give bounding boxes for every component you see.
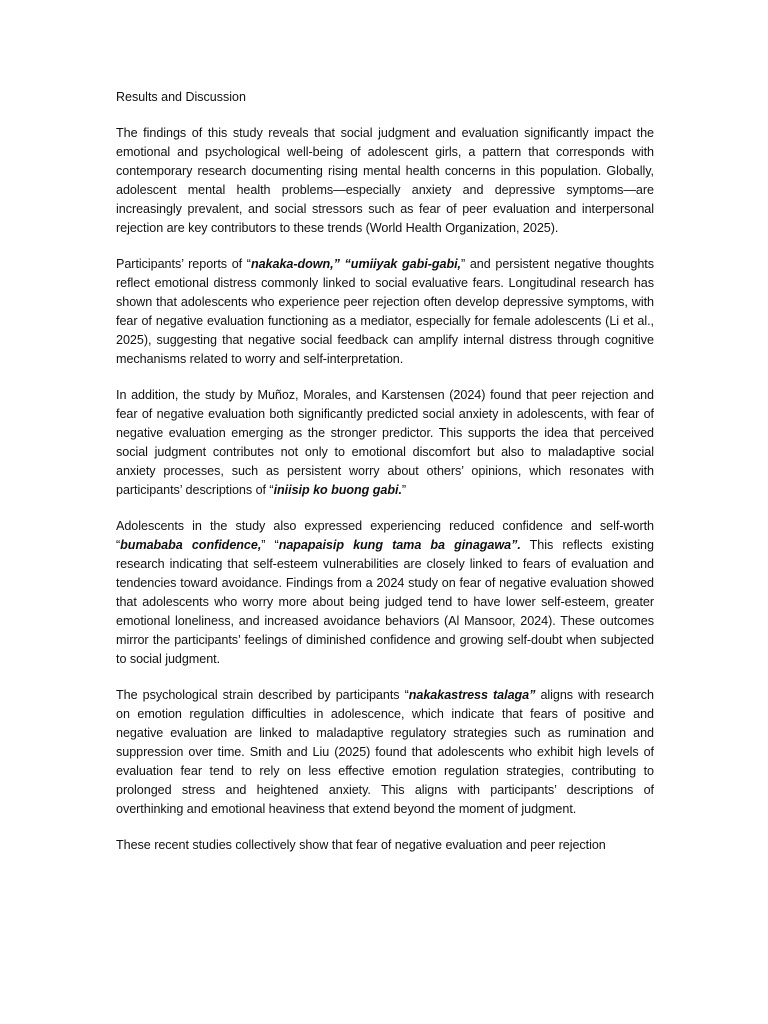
paragraph-text: These recent studies collectively show that fear of negative evaluation and peer rejection	[116, 838, 606, 852]
quoted-phrase: nakaka-down,” “umiiyak gabi-gabi,	[250, 257, 462, 271]
paragraph-text: ” and persistent negative thoughts reflect emotional distress commonly linked to social evaluative fears. Longitudinal research has shown that adolescents who experience peer rejection often develop depressive symptoms, with fear of negative evaluation functioning as a mediator, especially for female adolescents (Li et al., 2025), suggesting that negative social feedback can amplify internal distress through cognitive mechanisms related to worry and self-interpretation.	[116, 257, 655, 366]
paragraph-text: ” “	[261, 538, 279, 552]
quoted-phrase: bumababa confidence,	[120, 538, 262, 552]
paragraph-text: Adolescents in the study also expressed experiencing reduced confidence and self-worth “	[116, 519, 654, 552]
paragraph-text: The findings of this study reveals that social judgment and evaluation significantly impact the emotional and psychological well-being of adolescent girls, a pattern that corresponds with contemporary research documenting rising mental health concerns in this population. Globally, adolescent mental health problems—especially anxiety and depressive symptoms—are increasingly prevalent, and social stressors such as fear of peer evaluation and interpersonal rejection are key contributors to these trends (World Health Organization, 2025).	[116, 126, 654, 235]
quoted-phrase: iniisip ko buong gabi.	[273, 483, 402, 497]
document-body	[116, 86, 654, 872]
paragraph-text: ”	[401, 483, 407, 497]
paragraph-text: aligns with research on emotion regulation difficulties in adolescence, which indicate that fears of positive and negative evaluation are linked to maladaptive regulatory strategies such as rumination and suppression over time. Smith and Liu (2025) found that adolescents who exhibit high levels of evaluation fear tend to rely on less effective emotion regulation strategies, contributing to prolonged stress and heightened anxiety. This aligns with participants’ descriptions of overthinking and emotional heaviness that extend beyond the moment of judgment.	[116, 688, 654, 816]
quoted-phrase: nakakastress talaga”	[408, 688, 536, 702]
paragraph-text: In addition, the study by Muñoz, Morales, and Karstensen (2024) found that peer rejection and fear of negative evaluation both significantly predicted social anxiety in adolescents, with fear of negative evaluation emerging as the stronger predictor. This supports the idea that perceived social judgment contributes not only to emotional discomfort but also to maladaptive social anxiety processes, such as persistent worry about others’ opinions, which resonates with participants’ descriptions of “	[116, 388, 654, 497]
quoted-phrase: napapaisip kung tama ba ginagawa”.	[278, 538, 521, 552]
paragraph-text: The psychological strain described by participants “	[116, 688, 409, 702]
paragraph-text: This reflects existing research indicating that self-esteem vulnerabilities are closely linked to fears of evaluation and tendencies toward avoidance. Findings from a 2024 study on fear of negative evaluation showed that adolescents who worry more about being judged tend to have lower self-esteem, greater emotional loneliness, and increased avoidance behaviors (Al Mansoor, 2024). These outcomes mirror the participants’ feelings of diminished confidence and growing self-doubt when subjected to social judgment.	[116, 538, 654, 666]
paragraph-6	[116, 836, 654, 855]
paragraph-1	[116, 124, 654, 238]
paragraph-3	[116, 386, 654, 500]
paragraph-2	[116, 255, 654, 369]
section-heading: Results and Discussion	[116, 90, 246, 104]
paragraph-text: Participants’ reports of “	[116, 257, 251, 271]
paragraph-5	[116, 686, 654, 819]
paragraph-container	[116, 124, 654, 855]
paragraph-4	[116, 517, 654, 669]
